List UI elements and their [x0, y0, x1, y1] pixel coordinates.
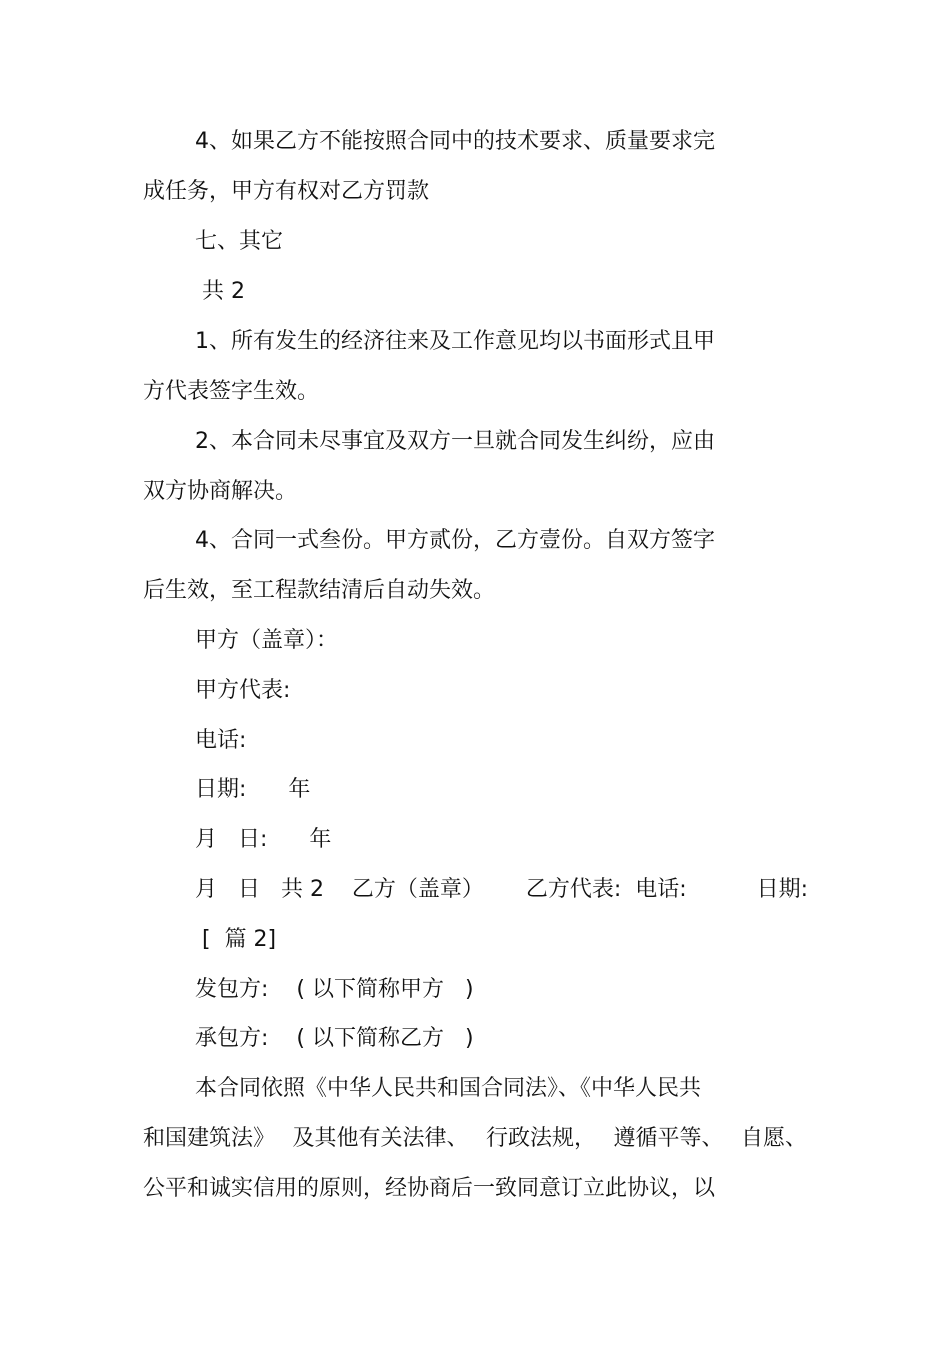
- text-segment: 和国建筑法》: [143, 1126, 276, 1151]
- paragraph-line: 公平和诚实信用的原则，经协商后一致同意订立此协议，以: [143, 1176, 716, 1201]
- paragraph-line: 4、合同一式叁份。甲方贰份，乙方壹份。自双方签字: [195, 528, 715, 553]
- signature-field-date: 月 日: 年: [195, 827, 332, 852]
- page-count-label: 共 2: [195, 279, 245, 304]
- paragraph-line: 后生效，至工程款结清后自动失效。: [143, 578, 496, 603]
- signature-field-phone: 电话:: [195, 728, 247, 753]
- chapter-label: [ 篇 2]: [195, 927, 277, 952]
- paragraph-line-justified: [143, 1124, 807, 1154]
- paragraph-line: 4、如果乙方不能按照合同中的技术要求、质量要求完: [195, 129, 715, 154]
- signature-field-party-a-rep: 甲方代表:: [195, 678, 291, 703]
- paragraph-line: 2、本合同未尽事宜及双方一旦就合同发生纠纷，应由: [195, 429, 715, 454]
- paragraph-line: 方代表签字生效。: [143, 379, 320, 404]
- paragraph-line: 本合同依照《中华人民共和国合同法》、《中华人民共: [195, 1076, 702, 1101]
- contract-party-employer: 发包方: ( 以下简称甲方 ): [195, 977, 474, 1002]
- contract-party-contractor: 承包方: ( 以下简称乙方 ): [195, 1026, 474, 1051]
- paragraph-line: 成任务，甲方有权对乙方罚款: [143, 179, 430, 204]
- text-segment: 及其他有关法律、: [292, 1126, 469, 1151]
- text-segment: 自愿、: [740, 1126, 807, 1151]
- text-segment: 行政法规，: [485, 1126, 596, 1151]
- section-heading: 七、其它: [195, 229, 284, 254]
- signature-field-date: 日期: 年: [195, 777, 311, 802]
- text-segment: 遵循平等、: [613, 1126, 724, 1151]
- signature-field-row: 月 日 共 2 乙方（盖章） 乙方代表: 电话: 日期:: [195, 877, 809, 902]
- signature-field-party-a-seal: 甲方（盖章）：: [195, 628, 339, 653]
- paragraph-line: 1、所有发生的经济往来及工作意见均以书面形式且甲: [195, 329, 715, 354]
- paragraph-line: 双方协商解决。: [143, 479, 298, 504]
